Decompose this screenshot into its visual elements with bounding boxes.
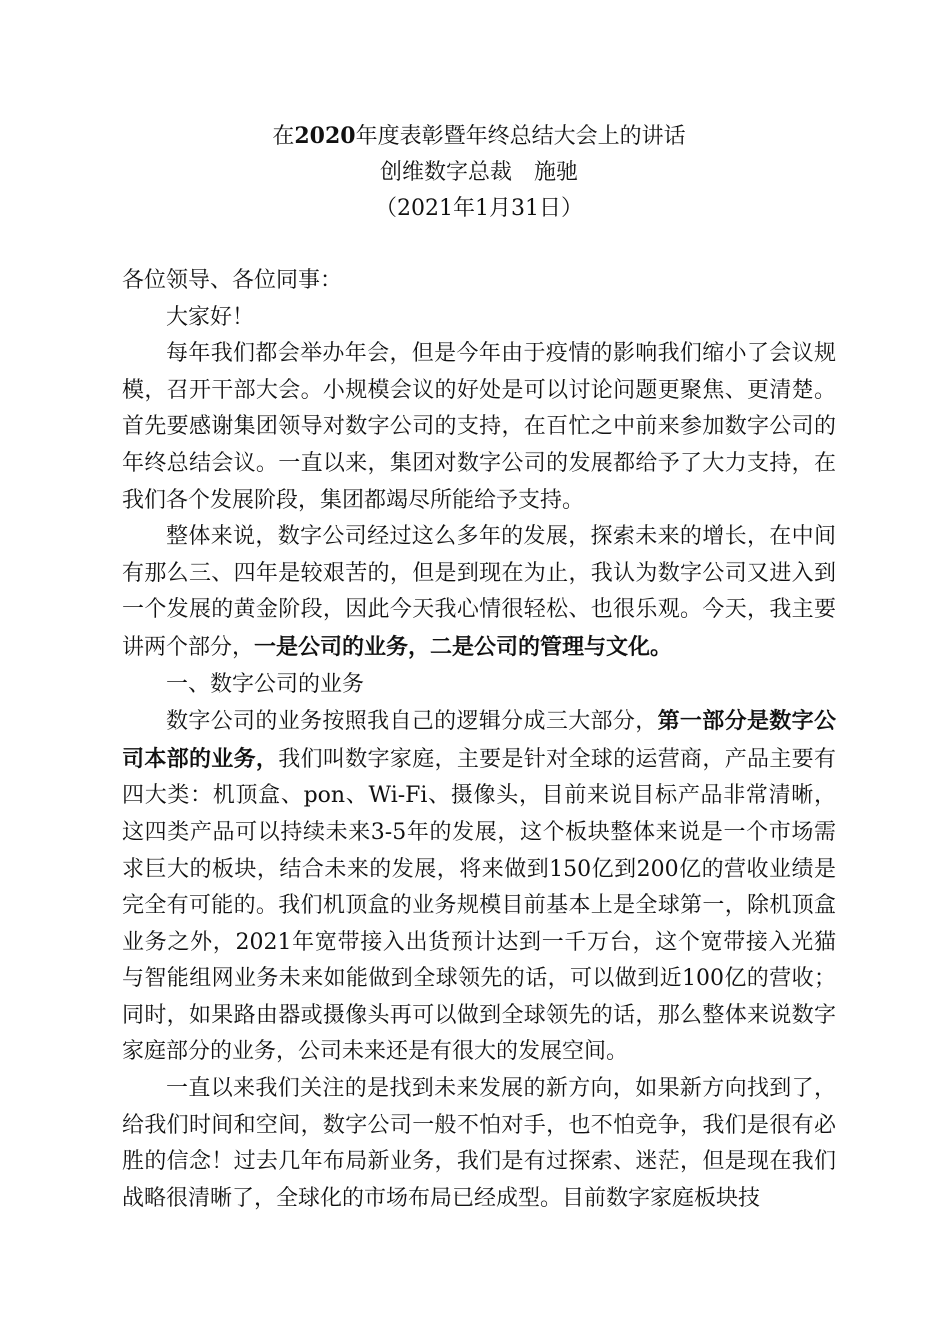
speech-body	[122, 263, 836, 1217]
paragraph-3	[122, 703, 836, 1071]
document-page	[122, 118, 836, 1217]
speech-date: （2021年1月31日）	[375, 196, 583, 221]
speech-title-prefix: 在	[272, 124, 295, 149]
section-1-heading: 一、数字公司的业务	[166, 671, 365, 697]
paragraph-2	[122, 519, 836, 666]
spacer	[122, 227, 836, 263]
paragraph-3-lead: 数字公司的业务按照我自己的逻辑分成三大部分，	[166, 709, 658, 735]
paragraph-2-text: 整体来说，数字公司经过这么多年的发展，探索未来的增长，在中间有那么三、四年是较艰苦的，但是到现在为止，我认为数字公司又进入到一个发展的黄金阶段，因此今天我心情很轻松、也很乐观。今天，我主要讲两个部分，	[122, 524, 836, 660]
speech-title-suffix: 年度表彰暨年终总结大会上的讲话	[355, 124, 686, 149]
speaker-line: 创维数字总裁 施驰	[379, 160, 578, 185]
paragraph-3-text: 我们叫数字家庭，主要是针对全球的运营商，产品主要有四大类：机顶盒、pon、Wi-Fi、摄像头，目前来说目标产品非常清晰，这四类产品可以持续未来3-5年的发展，这个板块整体来说是一个市场需求巨大的板块，结合未来的发展，将来做到150亿到200亿的营收业绩是完全有可能的。我们机顶盒的业务规模目前基本上是全球第一，除机顶盒业务之外，2021年宽带接入出货预计达到一千万台，这个宽带接入光猫与智能组网业务未来如能做到全球领先的话，可以做到近100亿的营收；同时，如果路由器或摄像头再可以做到全球领先的话，那么整体来说数字家庭部分的业务，公司未来还是有很大的发展空间。	[122, 746, 836, 1065]
speech-title-year: 2020	[294, 123, 356, 149]
greeting: 大家好！	[166, 304, 255, 330]
title-block	[122, 118, 836, 227]
paragraph-3-emphasis: 第一部分是数字公司本部的业务，	[122, 708, 836, 772]
paragraph-2-emphasis: 一是公司的业务，二是公司的管理与文化。	[254, 633, 673, 660]
salutation: 各位领导、各位同事：	[122, 268, 343, 293]
speech-title	[122, 118, 836, 155]
paragraph-1: 每年我们都会举办年会，但是今年由于疫情的影响我们缩小了会议规模，召开干部大会。小规模会议的好处是可以讨论问题更聚焦、更清楚。首先要感谢集团领导对数字公司的支持，在百忙之中前来参加数字公司的年终总结会议。一直以来，集团对数字公司的发展都给予了大力支持，在我们各个发展阶段，集团都竭尽所能给予支持。	[122, 341, 836, 513]
paragraph-4: 一直以来我们关注的是找到未来发展的新方向，如果新方向找到了，给我们时间和空间，数字公司一般不怕对手，也不怕竞争，我们是很有必胜的信念！过去几年布局新业务，我们是有过探索、迷茫，但是现在我们战略很清晰了，全球化的市场布局已经成型。目前数字家庭板块技	[122, 1076, 836, 1211]
